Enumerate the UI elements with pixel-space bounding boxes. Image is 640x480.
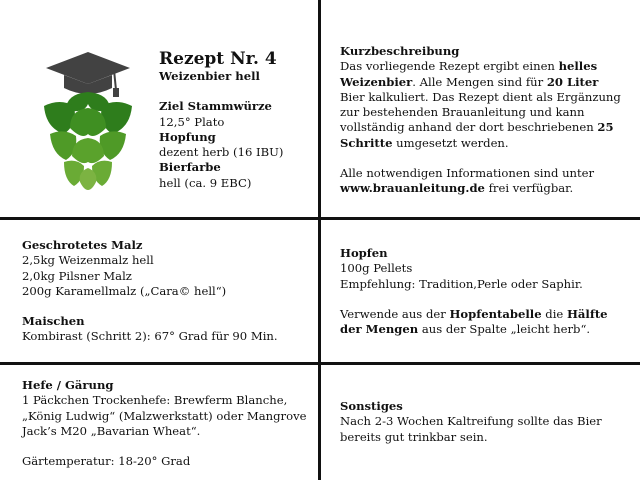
kurzbeschreibung-paragraph: Das vorliegende Rezept ergibt einen helles Weizenbier. Alle Mengen sind für 20 Liter Bier kalkuliert. Das Rezept dient als Ergänzung zur bestehenden Brauanleitung und kann vollständig anhand der dort beschriebenen 25 Schritte umgesetzt werden.: [340, 59, 621, 150]
recipe-subtitle: Weizenbier hell: [159, 69, 260, 83]
maischen-text: Kombirast (Schritt 2): 67° Grad für 90 Min.: [22, 329, 278, 344]
recipe-title: Rezept Nr. 4: [159, 49, 277, 69]
hefe-heading: Hefe / Gärung: [22, 378, 114, 392]
title-block: [159, 49, 314, 191]
hefe-text: 1 Päckchen Trockenhefe: Brewferm Blanche, „König Ludwig“ (Malzwerkstatt) oder Mangrove Jack’s M20 „Bavarian Wheat“.: [22, 393, 307, 438]
hopfung-value: dezent herb (16 IBU): [159, 145, 284, 160]
malz-heading: Geschrotetes Malz: [22, 238, 143, 252]
sonstiges-text: Nach 2-3 Wochen Kaltreifung sollte das Bier bereits gut trinkbar sein.: [340, 414, 602, 444]
malz-item: 2,5kg Weizenmalz hell: [22, 253, 154, 268]
stammwuerze-value: 12,5° Plato: [159, 114, 225, 129]
hopfen-instruction: Verwende aus der Hopfentabelle die Hälfte der Mengen aus der Spalte „leicht herb“.: [340, 306, 608, 337]
sonstiges-heading: Sonstiges: [340, 399, 403, 413]
hopfen-heading: Hopfen: [340, 246, 388, 260]
bierfarbe-label: Bierfarbe: [159, 160, 221, 175]
bierfarbe-value: hell (ca. 9 EBC): [159, 175, 252, 190]
kurzbeschreibung-heading: Kurzbeschreibung: [340, 44, 460, 58]
info-paragraph: Alle notwendigen Informationen sind unter www.brauanleitung.de frei verfügbar.: [340, 166, 595, 196]
maischen-heading: Maischen: [22, 314, 85, 329]
sonstiges-section: [340, 399, 620, 445]
horizontal-divider-1: [0, 217, 640, 220]
malz-item: 200g Karamellmalz („Cara© hell“): [22, 283, 227, 298]
vertical-divider: [318, 0, 321, 480]
kurzbeschreibung-section: [340, 44, 622, 197]
hopfen-section: [340, 246, 620, 337]
hopfen-recommendation: Empfehlung: Tradition,Perle oder Saphir.: [340, 276, 583, 291]
hefe-section: [22, 378, 312, 469]
horizontal-divider-2: [0, 362, 640, 365]
gaertemperatur-text: Gärtemperatur: 18-20° Grad: [22, 454, 191, 469]
hopfen-amount: 100g Pellets: [340, 261, 413, 276]
malz-item: 2,0kg Pilsner Malz: [22, 268, 132, 283]
hop-graduate-logo-icon: [40, 48, 136, 190]
stammwuerze-label: Ziel Stammwürze: [159, 99, 272, 114]
hopfung-label: Hopfung: [159, 129, 216, 144]
website-link[interactable]: www.brauanleitung.de: [340, 181, 485, 196]
malz-section: [22, 238, 312, 345]
